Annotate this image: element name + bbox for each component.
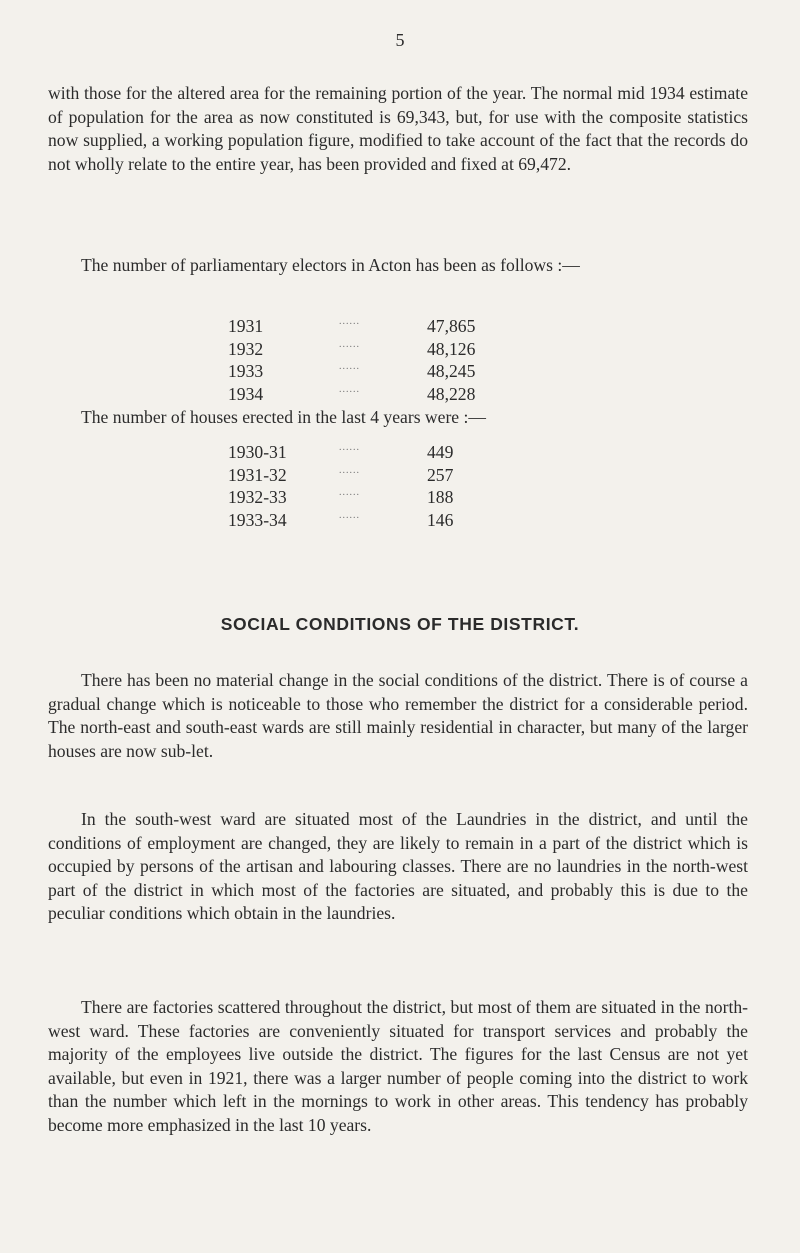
- houses-period: 1932-33: [228, 487, 287, 507]
- section-heading: SOCIAL CONDITIONS OF THE DISTRICT.: [220, 614, 580, 634]
- houses-value: 257: [427, 464, 454, 485]
- electors-value: 48,228: [427, 383, 476, 404]
- table-row: [228, 384, 475, 407]
- table-row: [228, 465, 453, 488]
- electors-value: 47,865: [427, 316, 476, 336]
- electors-value: 48,126: [427, 338, 476, 359]
- table-row: [228, 316, 475, 339]
- dot-leader: ......: [339, 361, 360, 372]
- dot-leader: ......: [339, 383, 360, 395]
- table-row: [228, 487, 453, 510]
- dot-leader: ......: [339, 464, 360, 476]
- houses-period: 1930-31: [228, 442, 287, 462]
- houses-intro: The number of houses erected in the last 4 years were :—: [81, 407, 486, 427]
- page-number: 5: [395, 30, 405, 50]
- body-paragraph: There has been no material change in the social conditions of the district. There is of course a gradual change which is noticeable to those who remember the district for a considerable period. The north-east and south-east wards are still mainly residential in character, but many of the larger houses are now sub-let.: [48, 670, 748, 761]
- houses-value: 188: [427, 487, 454, 507]
- electors-year: 1933: [228, 361, 264, 381]
- dot-leader: ......: [339, 338, 360, 350]
- dot-leader: ......: [339, 442, 360, 453]
- body-paragraph: In the south-west ward are situated most of the Laundries in the district, and until the conditions of employment are changed, they are likely to remain in a part of the district which is occupied by persons of the artisan and labouring classes. There are no laundries in the north-west part of the district in which most of the factories are situated, and probably this is due to the peculiar conditions which obtain in the laundries.: [48, 809, 748, 924]
- table-row: [228, 442, 453, 465]
- electors-table: [228, 316, 475, 406]
- intro-paragraph: with those for the altered area for the remaining portion of the year. The normal mid 1934 estimate of population for the area as now constituted is 69,343, but, for use with the composite statistics now supplied, a working population figure, modified to take account of the fact that the records do not wholly relate to the entire year, has been provided and fixed at 69,472.: [48, 83, 748, 174]
- dot-leader: ......: [339, 316, 360, 327]
- electors-year: 1934: [228, 383, 264, 404]
- electors-value: 48,245: [427, 361, 476, 381]
- houses-table: [228, 442, 453, 532]
- electors-year: 1931: [228, 316, 264, 336]
- table-row: [228, 361, 475, 384]
- dot-leader: ......: [339, 509, 360, 521]
- houses-value: 449: [427, 442, 454, 462]
- electors-intro: The number of parliamentary electors in Acton has been as follows :—: [81, 255, 580, 275]
- houses-value: 146: [427, 509, 454, 530]
- electors-year: 1932: [228, 338, 264, 359]
- houses-period: 1933-34: [228, 509, 287, 530]
- dot-leader: ......: [339, 487, 360, 498]
- table-row: [228, 510, 453, 533]
- houses-period: 1931-32: [228, 464, 287, 485]
- table-row: [228, 339, 475, 362]
- body-paragraph: There are factories scattered throughout the district, but most of them are situated in the north-west ward. These factories are conveniently situated for transport services and probably the majority of the employees live outside the district. The figures for the last Census are not yet available, but even in 1921, there was a larger number of people coming into the district to work than the number which left in the mornings to work in other areas. This tendency has probably become more emphasized in the last 10 years.: [48, 997, 748, 1135]
